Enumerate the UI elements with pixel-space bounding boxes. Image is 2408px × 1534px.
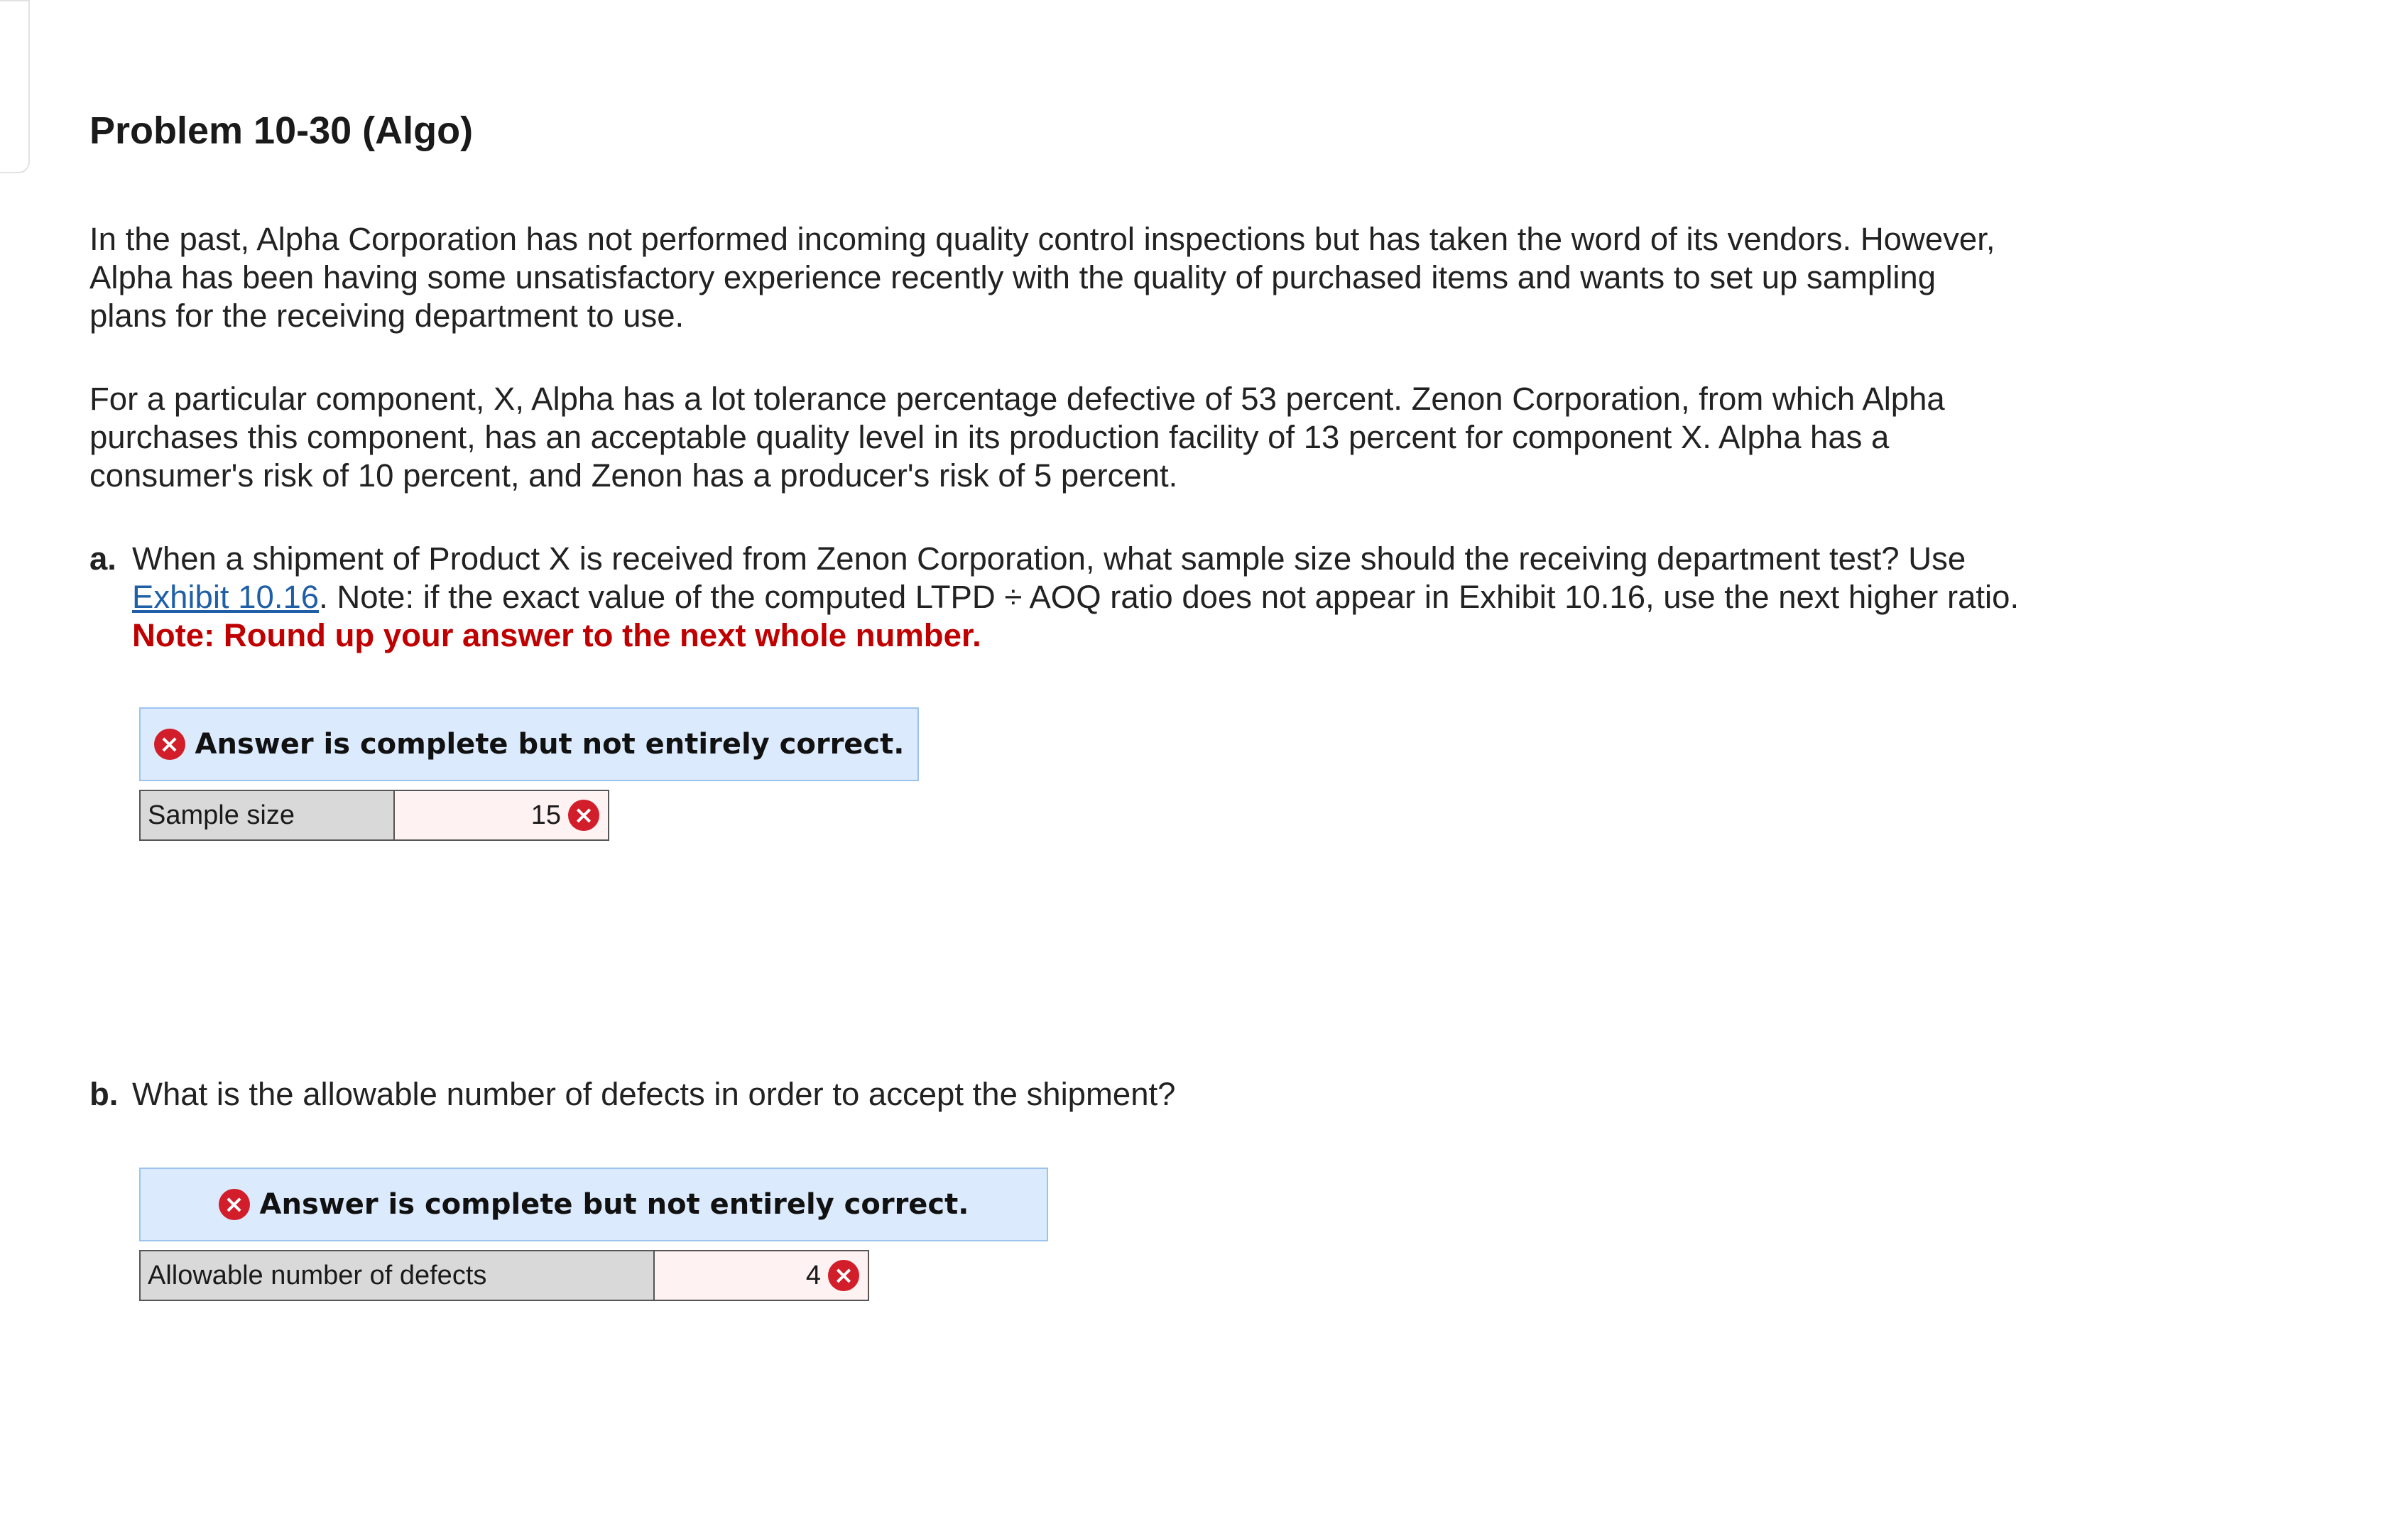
part-a-result-banner — [139, 707, 919, 781]
detail-line: consumer's risk of 10 percent, and Zenon has a producer's risk of 5 percent. — [89, 457, 1178, 494]
intro-line: Alpha has been having some unsatisfactory experience recently with the quality of purchased items and wants to set up sampling — [89, 259, 1936, 295]
part-b-result-banner — [139, 1168, 1048, 1241]
sample-size-row — [139, 790, 609, 841]
intro-line: In the past, Alpha Corporation has not performed incoming quality control inspections but has taken the word of its vendors. However, — [89, 221, 1995, 257]
allowable-defects-value: 4 — [805, 1260, 821, 1290]
exhibit-link[interactable]: Exhibit 10.16 — [132, 579, 320, 615]
incorrect-icon: × — [568, 800, 599, 831]
sample-size-input[interactable] — [395, 791, 608, 839]
sample-size-value: 15 — [530, 800, 561, 830]
allowable-defects-row — [139, 1250, 869, 1301]
part-a-question-text: When a shipment of Product X is received from Zenon Corporation, what sample size should the receiving department test? Use — [132, 540, 1966, 577]
part-b-label: b. — [89, 1076, 119, 1112]
banner-text: Answer is complete but not entirely correct. — [259, 1188, 969, 1221]
banner-text: Answer is complete but not entirely correct. — [195, 728, 905, 761]
incorrect-icon: × — [828, 1260, 859, 1291]
part-a-question-text-2: . Note: if the exact value of the computed LTPD ÷ AOQ ratio does not appear in Exhibit 10.16, use the next higher ratio. — [319, 579, 2020, 615]
allowable-defects-label: Allowable number of defects — [141, 1251, 655, 1300]
intro-paragraph — [89, 220, 2191, 335]
part-b-question-text: What is the allowable number of defects in order to accept the shipment? — [132, 1076, 1176, 1112]
intro-line: plans for the receiving department to use. — [89, 298, 685, 334]
page-title: Problem 10-30 (Algo) — [89, 109, 474, 152]
detail-line: For a particular component, X, Alpha has a lot tolerance percentage defective of 53 percent. Zenon Corporation, from which Alpha — [89, 381, 1945, 417]
sample-size-label: Sample size — [141, 791, 395, 839]
incorrect-icon: × — [154, 729, 185, 760]
rounding-note: Note: Round up your answer to the next whole number. — [132, 617, 981, 653]
part-a-label: a. — [89, 540, 116, 577]
part-a-question — [89, 540, 2149, 655]
side-panel-tab — [0, 0, 30, 173]
detail-paragraph — [89, 380, 2191, 495]
part-b-question — [89, 1075, 2149, 1114]
detail-line: purchases this component, has an acceptable quality level in its production facility of 13 percent for component X. Alpha has a — [89, 419, 1890, 455]
allowable-defects-input[interactable] — [655, 1251, 868, 1300]
incorrect-icon: × — [219, 1189, 250, 1220]
